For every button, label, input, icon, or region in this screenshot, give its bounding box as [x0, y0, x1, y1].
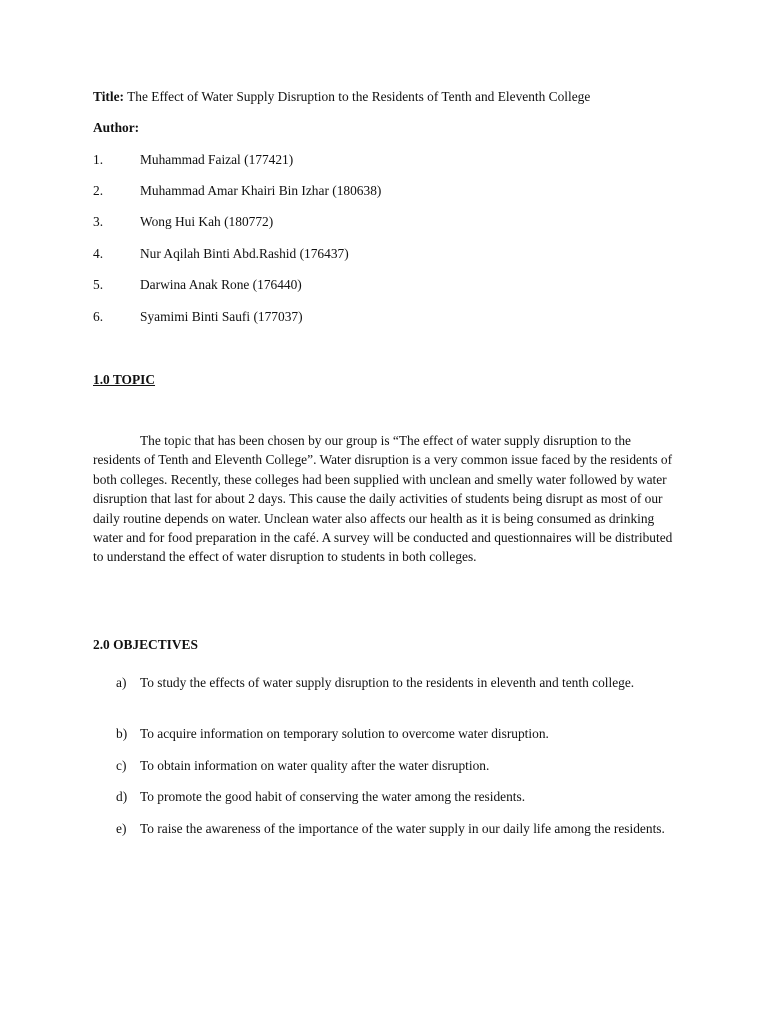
title-label: Title: [93, 89, 124, 104]
section-heading-topic: 1.0 TOPIC [93, 372, 156, 387]
objective-text: To acquire information on temporary solution to overcome water disruption. [140, 726, 549, 741]
author-name: Wong Hui Kah (180772) [140, 214, 274, 229]
objective-text: To raise the awareness of the importance of the water supply in our daily life among the residents. [140, 821, 665, 836]
objective-letter: b) [116, 726, 128, 741]
author-number: 6. [93, 309, 104, 324]
author-name: Muhammad Amar Khairi Bin Izhar (180638) [140, 183, 382, 198]
objective-letter: e) [116, 821, 127, 836]
document-title [93, 87, 590, 106]
section-heading-objectives: 2.0 OBJECTIVES [93, 637, 198, 652]
author-number: 1. [93, 152, 104, 167]
objective-text: To study the effects of water supply disruption to the residents in eleventh and tenth college. [140, 675, 635, 690]
author-number: 5. [93, 277, 104, 292]
author-name: Syamimi Binti Saufi (177037) [140, 309, 303, 324]
objective-letter: a) [116, 675, 127, 690]
title-text: The Effect of Water Supply Disruption to the Residents of Tenth and Eleventh College [127, 89, 591, 104]
author-label: Author: [93, 120, 140, 135]
objective-letter: c) [116, 758, 127, 773]
author-name: Nur Aqilah Binti Abd.Rashid (176437) [140, 246, 349, 261]
author-number: 2. [93, 183, 104, 198]
objective-text: To obtain information on water quality after the water disruption. [140, 758, 490, 773]
objective-text: To promote the good habit of conserving the water among the residents. [140, 789, 526, 804]
objective-letter: d) [116, 789, 128, 804]
author-name: Muhammad Faizal (177421) [140, 152, 294, 167]
topic-paragraph: The topic that has been chosen by our group is “The effect of water supply disruption to the residents of Tenth and Eleventh College”. Water disruption is a very common issue faced by the residents of both colleges. Recently, these colleges had been supplied with unclean and smelly water followed by water disruption that last for about 2 days. This cause the daily activities of students being disrupt as most of our daily routine depends on water. Unclean water also affects our health as it is being consumed as drinking water and for food preparation in the café. A survey will be conducted and questionnaires will be distributed to understand the effect of water disruption to students in both colleges. [93, 433, 673, 565]
author-number: 3. [93, 214, 104, 229]
author-name: Darwina Anak Rone (176440) [140, 277, 302, 292]
author-number: 4. [93, 246, 104, 261]
